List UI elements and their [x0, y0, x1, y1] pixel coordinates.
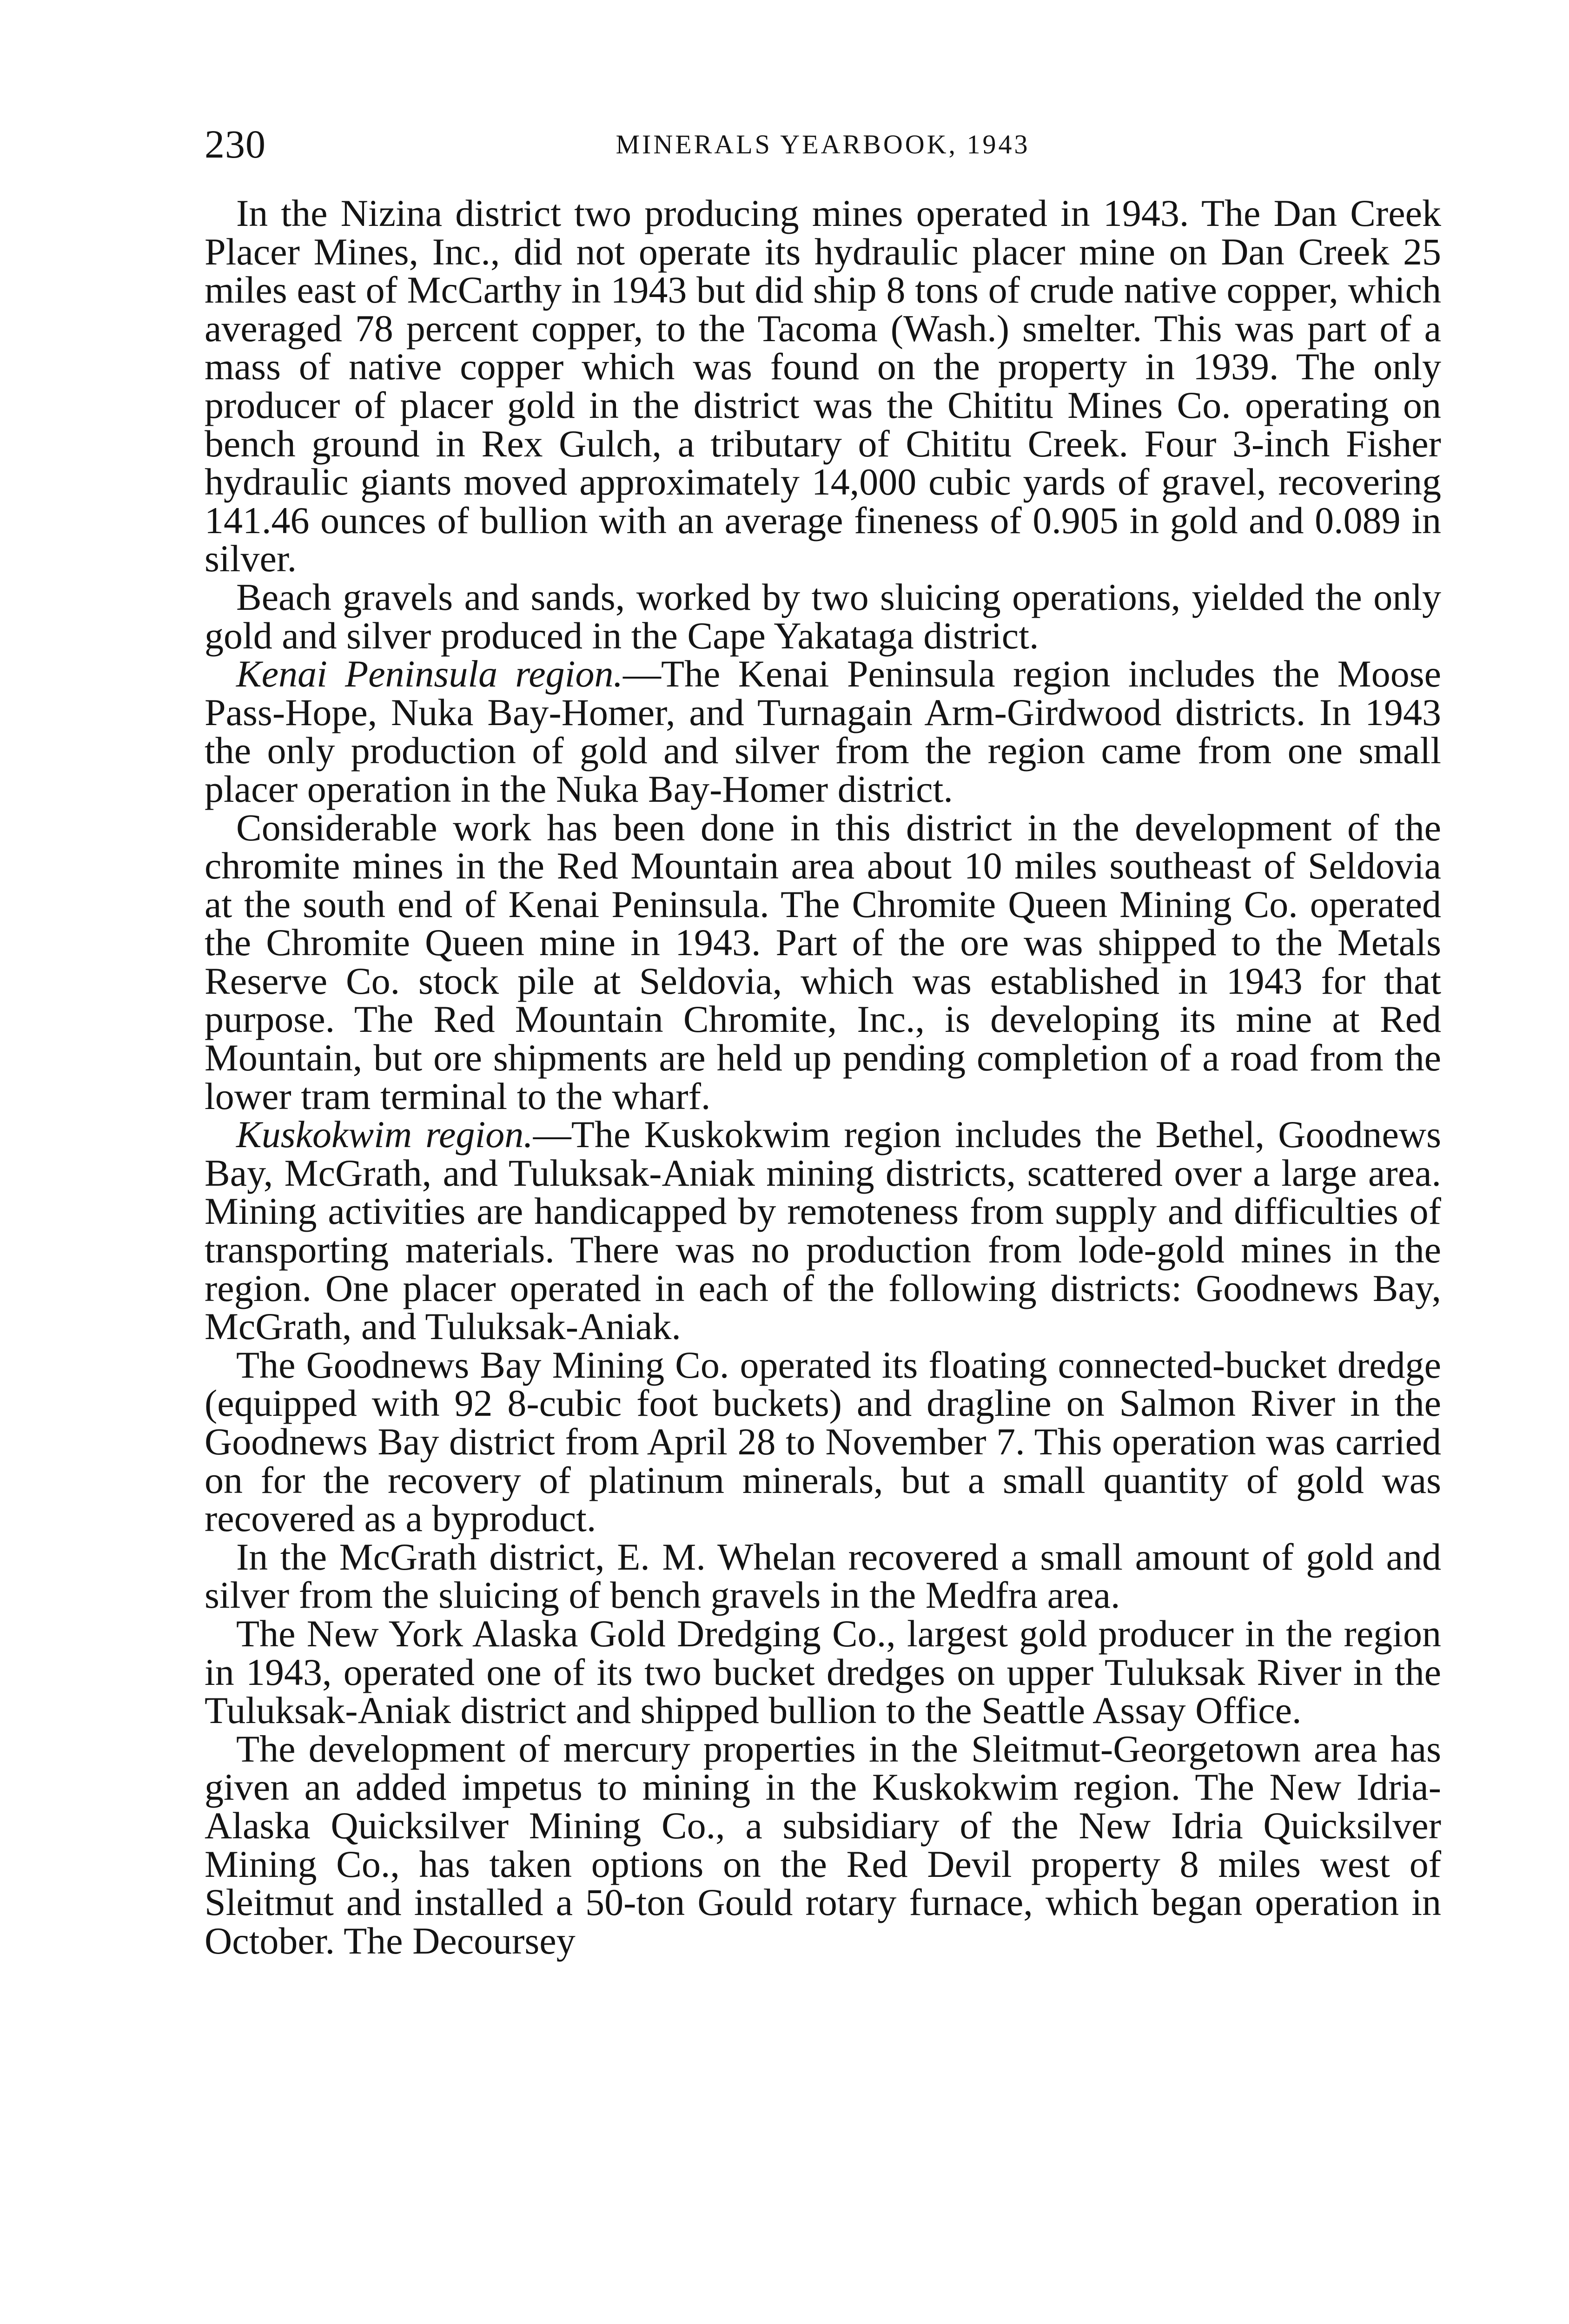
paragraph-kenai-peninsula [205, 655, 1441, 808]
paragraph-text: —The Kenai Peninsula region includes the Moose Pass-Hope, Nuka Bay-Homer, and Turnagain Arm-Girdwood districts. In 1943 the only production of gold and silver from the region came from one small placer operation in the Nuka Bay-Homer district. [205, 653, 1441, 810]
paragraph-new-york-alaska-dredging [205, 1612, 1441, 1732]
running-title: MINERALS YEARBOOK, 1943 [616, 129, 1030, 159]
section-heading-kuskokwim: Kuskokwim region. [236, 1113, 533, 1156]
paragraph-mcgrath-district [205, 1535, 1441, 1617]
paragraph-nizina-district [205, 194, 1441, 578]
paragraph-text: In the McGrath district, E. M. Whelan recovered a small amount of gold and silver from the sluicing of bench gravels in the Medfra area. [205, 1535, 1441, 1617]
body-text [205, 194, 1441, 1960]
paragraph-text: Considerable work has been done in this district in the development of the chromite mines in the Red Mountain area about 10 miles southeast of Seldovia at the south end of Kenai Peninsula. The Chromite Queen Mining Co. operated the Chromite Queen mine in 1943. Part of the ore was shipped to the Metals Reserve Co. stock pile at Seldovia, which was established in 1943 for that purpose. The Red Mountain Chromite, Inc., is developing its mine at Red Mountain, but ore shipments are held up pending completion of a road from the lower tram terminal to the wharf. [205, 806, 1441, 1117]
paragraph-text: In the Nizina district two producing mines operated in 1943. The Dan Creek Placer Mines, Inc., did not operate its hydraulic placer mine on Dan Creek 25 miles east of McCarthy in 1943 but did ship 8 tons of crude native copper, which averaged 78 percent copper, to the Tacoma (Wash.) smelter. This was part of a mass of native copper which was found on the property in 1939. The only producer of placer gold in the district was the Chititu Mines Co. operating on bench ground in Rex Gulch, a tributary of Chititu Creek. Four 3-inch Fisher hydraulic giants moved approximately 14,000 cubic yards of gravel, recovering 141.46 ounces of bullion with an average fineness of 0.905 in gold and 0.089 in silver. [205, 192, 1441, 580]
section-heading-kenai-peninsula: Kenai Peninsula region. [236, 653, 623, 695]
paragraph-kuskokwim-region [205, 1113, 1441, 1348]
paragraph-text: The development of mercury properties in the Sleitmut-Georgetown area has given an added impetus to mining in the Kuskokwim region. The New Idria-Alaska Quicksilver Mining Co., a subsidiary of the New Idria Quicksilver Mining Co., has taken options on the Red Devil property 8 miles west of Sleitmut and installed a 50-ton Gould rotary furnace, which began operation in October. The Decoursey [205, 1727, 1441, 1962]
paragraph-red-mountain-chromite [205, 806, 1441, 1117]
paragraph-mercury-development [205, 1727, 1441, 1962]
page-number: 230 [205, 122, 266, 166]
paragraph-text: Beach gravels and sands, worked by two sluicing operations, yielded the only gold and silver produced in the Cape Yakataga district. [205, 575, 1441, 657]
paragraph-text: The Goodnews Bay Mining Co. operated its floating connected-bucket dredge (equipped with 92 8-cubic foot buckets) and dragline on Salmon River in the Goodnews Bay district from April 28 to November 7. This operation was carried on for the recovery of platinum minerals, but a small quantity of gold was recovered as a byproduct. [205, 1343, 1441, 1540]
running-head [205, 121, 1441, 167]
paragraph-cape-yakataga [205, 575, 1441, 657]
paragraph-text: —The Kuskokwim region includes the Bethel, Goodnews Bay, McGrath, and Tuluksak-Aniak mining districts, scattered over a large area. Mining activities are handicapped by remoteness from supply and difficulties of transporting materials. There was no production from lode-gold mines in the region. One placer operated in each of the following districts: Goodnews Bay, McGrath, and Tuluksak-Aniak. [205, 1113, 1441, 1348]
paragraph-goodnews-bay [205, 1343, 1441, 1540]
paragraph-text: The New York Alaska Gold Dredging Co., largest gold producer in the region in 1943, operated one of its two bucket dredges on upper Tuluksak River in the Tuluksak-Aniak district and shipped bullion to the Seattle Assay Office. [205, 1612, 1441, 1732]
